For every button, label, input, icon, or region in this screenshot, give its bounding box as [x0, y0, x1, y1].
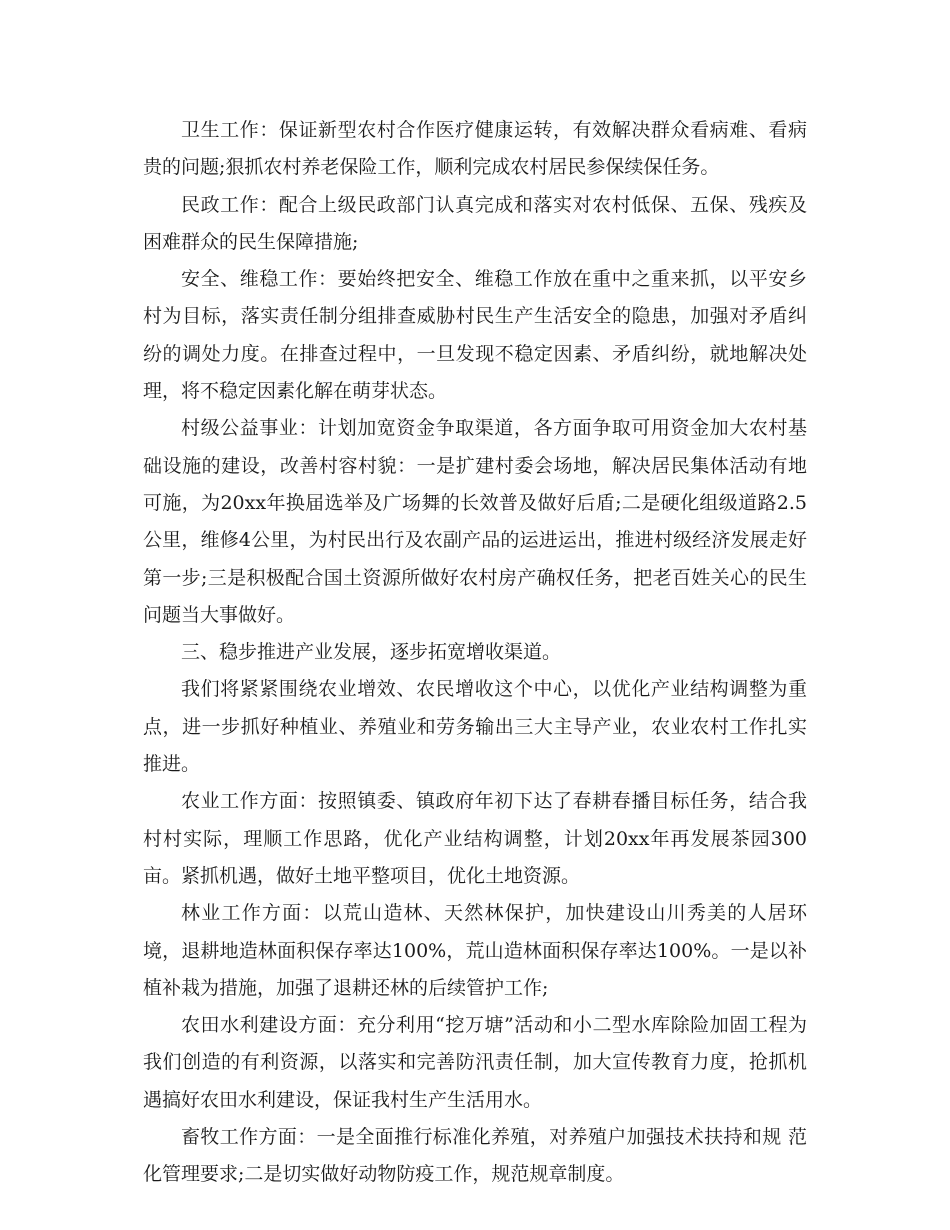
- document-body: [143, 112, 807, 1194]
- section-heading-industry: 三、稳步推进产业发展，逐步拓宽增收渠道。: [181, 641, 562, 664]
- paragraph-water-conservancy: 农田水利建设方面：充分利用“挖万塘”活动和小二型水库除险加固工程为我们创造的有利资源，以落实和完善防汛责任制，加大宣传教育力度，抢抓机遇搞好农田水利建设，保证我村生产生活用水。: [143, 1014, 807, 1111]
- paragraph-agriculture: 农业工作方面：按照镇委、镇政府年初下达了春耕春播目标任务，结合我村村实际，理顺工作思路，优化产业结构调整，计划20xx年再发展茶园300亩。紧抓机遇，做好土地平整项目，优化土地资源。: [143, 790, 807, 887]
- paragraph-health-work: 卫生工作：保证新型农村合作医疗健康运转，有效解决群众看病难、看病贵的问题;狠抓农村养老保险工作，顺利完成农村居民参保续保任务。: [143, 119, 807, 179]
- paragraph-civil-affairs: 民政工作：配合上级民政部门认真完成和落实对农村低保、五保、残疾及困难群众的民生保障措施;: [143, 193, 807, 253]
- paragraph-safety-stability: 安全、维稳工作：要始终把安全、维稳工作放在重中之重来抓，以平安乡村为目标，落实责任制分组排查威胁村民生产生活安全的隐患，加强对矛盾纠纷的调处力度。在排查过程中，一旦发现不稳定因素、矛盾纠纷，就地解决处理，将不稳定因素化解在萌芽状态。: [143, 268, 807, 403]
- paragraph-industry-overview: 我们将紧紧围绕农业增效、农民增收这个中心，以优化产业结构调整为重点，进一步抓好种植业、养殖业和劳务输出三大主导产业，农业农村工作扎实推进。: [143, 678, 807, 776]
- paragraph-public-welfare: 村级公益事业：计划加宽资金争取渠道，各方面争取可用资金加大农村基础设施的建设，改善村容村貌：一是扩建村委会场地，解决居民集体活动有地可施，为20xx年换届选举及广场舞的长效普及做好后盾;二是硬化组级道路2.5公里，维修4公里，为村民出行及农副产品的运进运出，推进村级经济发展走好第一步;三是积极配合国土资源所做好农村房产确权任务，把老百姓关心的民生问题当大事做好。: [143, 417, 807, 626]
- paragraph-forestry: 林业工作方面：以荒山造林、天然林保护，加快建设山川秀美的人居环境，退耕地造林面积保存率达100%，荒山造林面积保存率达100%。一是以补植补栽为措施，加强了退耕还林的后续管护工作;: [143, 902, 807, 999]
- paragraph-animal-husbandry: 畜牧工作方面：一是全面推行标准化养殖，对养殖户加强技术扶持和规 范化管理要求;二是切实做好动物防疫工作，规范规章制度。: [143, 1126, 807, 1186]
